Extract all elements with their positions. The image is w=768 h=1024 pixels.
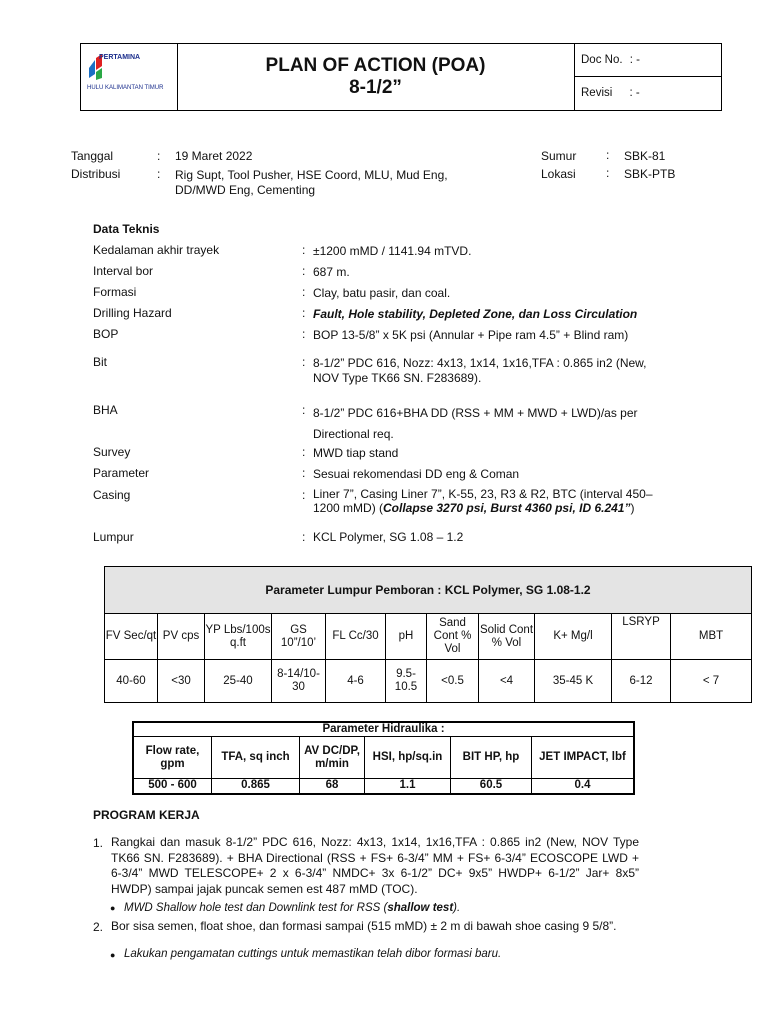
bha-value: 8-1/2” PDC 616+BHA DD (RSS + MM + MWD + LWD)/as per Directional req. — [313, 406, 638, 441]
bha-colon: : — [302, 403, 306, 417]
formasi-colon: : — [302, 285, 306, 299]
hazard-value: Fault, Hole stability, Depleted Zone, dan Loss Circulation — [313, 307, 638, 321]
parameter-colon: : — [302, 466, 306, 480]
mud-table-header-row — [105, 614, 752, 660]
formasi-label: Formasi — [93, 285, 137, 299]
hyd-value-cell: 500 - 600 — [133, 779, 212, 794]
mud-value-cell: < 7 — [671, 660, 752, 703]
hyd-table-header-row — [133, 737, 634, 779]
tanggal-colon: : — [157, 149, 161, 163]
interval-value: 687 m. — [313, 265, 350, 279]
mud-value-cell: 6-12 — [612, 660, 671, 703]
bit-colon: : — [302, 355, 306, 369]
hyd-value-cell: 1.1 — [365, 779, 451, 794]
hazard-label: Drilling Hazard — [93, 306, 172, 320]
survey-colon: : — [302, 445, 306, 459]
hydraulic-parameter-table — [132, 721, 635, 795]
kedalaman-colon: : — [302, 243, 306, 257]
logo-brand-text: PERTAMINA — [99, 54, 141, 61]
casing-value — [313, 488, 668, 515]
program-item-2-bullet: Lakukan pengamatan cuttings untuk memastikan telah dibor formasi baru. — [124, 948, 502, 960]
mud-header-cell: GS 10”/10’ — [272, 614, 326, 660]
bit-value: 8-1/2” PDC 616, Nozz: 4x13, 1x14, 1x16,TFA : 0.865 in2 (New, NOV Type TK66 SN. F283689). — [313, 356, 647, 385]
mud-header-cell: Sand Cont % Vol — [427, 614, 479, 660]
hyd-header-cell: JET IMPACT, lbf — [532, 737, 635, 779]
program-item-2-number: 2. — [93, 920, 104, 934]
hyd-value-cell: 0.4 — [532, 779, 635, 794]
hyd-table-value-row — [133, 779, 634, 794]
bullet-dot-icon: ● — [110, 950, 116, 960]
mud-parameter-table — [104, 566, 752, 703]
lumpur-value: KCL Polymer, SG 1.08 – 1.2 — [313, 530, 464, 544]
lokasi-value: SBK-PTB — [624, 167, 676, 181]
hyd-header-cell: TFA, sq inch — [212, 737, 300, 779]
mud-value-cell: 40-60 — [105, 660, 158, 703]
bullet-dot-icon: ● — [110, 903, 116, 913]
document-header — [80, 43, 722, 111]
hyd-table-title: Parameter Hidraulika : — [133, 722, 634, 737]
document-title — [177, 44, 575, 110]
mud-header-cell: FV Sec/qt — [105, 614, 158, 660]
mud-value-cell: <0.5 — [427, 660, 479, 703]
program-item-2-text: Bor sisa semen, float shoe, dan formasi sampai (515 mMD) ± 2 m di bawah shoe casing 9 5/8”. — [111, 919, 617, 933]
mud-table-value-row — [105, 660, 752, 703]
mud-header-cell: LSRYP — [612, 614, 671, 660]
casing-value-end: ) — [630, 500, 635, 515]
distribusi-value: Rig Supt, Tool Pusher, HSE Coord, MLU, Mud Eng, DD/MWD Eng, Cementing — [175, 168, 448, 197]
sumur-colon: : — [606, 148, 610, 162]
company-logo — [81, 44, 178, 110]
sumur-value: SBK-81 — [624, 149, 666, 163]
interval-label: Interval bor — [93, 264, 154, 278]
revisi-value: : - — [629, 87, 640, 99]
bop-colon: : — [302, 327, 306, 341]
item-1-bullet-text: MWD Shallow hole test dan Downlink test for RSS ( — [124, 902, 388, 914]
mud-value-cell: 9.5-10.5 — [386, 660, 427, 703]
lumpur-colon: : — [302, 530, 306, 544]
doc-no-label: Doc No. — [581, 54, 623, 66]
formasi-value: Clay, batu pasir, dan coal. — [313, 286, 451, 300]
hyd-header-cell: AV DC/DP, m/min — [300, 737, 365, 779]
mud-value-cell: <4 — [479, 660, 535, 703]
lumpur-label: Lumpur — [93, 530, 134, 544]
survey-value: MWD tiap stand — [313, 446, 399, 460]
sumur-label: Sumur — [541, 149, 577, 163]
data-teknis-heading: Data Teknis — [93, 222, 160, 236]
casing-value-bold: Collapse 3270 psi, Burst 4360 psi, ID 6.241” — [383, 500, 631, 515]
interval-colon: : — [302, 264, 306, 278]
item-1-bullet-end: ). — [453, 902, 461, 914]
mud-header-cell: FL Cc/30 — [326, 614, 386, 660]
mud-value-cell: 8-14/10-30 — [272, 660, 326, 703]
distribusi-label: Distribusi — [71, 167, 121, 181]
hyd-value-cell: 60.5 — [451, 779, 532, 794]
mud-value-cell: 35-45 K — [535, 660, 612, 703]
bop-value: BOP 13-5/8” x 5K psi (Annular + Pipe ram 4.5” + Blind ram) — [313, 328, 629, 342]
revisi-row — [575, 77, 721, 110]
kedalaman-value: ±1200 mMD / 1141.94 mTVD. — [313, 244, 472, 258]
mud-header-cell: K+ Mg/l — [535, 614, 612, 660]
program-item-1-number: 1. — [93, 836, 104, 850]
mud-header-cell: PV cps — [158, 614, 205, 660]
casing-label: Casing — [93, 488, 131, 502]
tanggal-label: Tanggal — [71, 149, 114, 163]
mud-header-cell: MBT — [671, 614, 752, 660]
mud-header-cell: Solid Cont % Vol — [479, 614, 535, 660]
bop-label: BOP — [93, 327, 119, 341]
hazard-colon: : — [302, 306, 306, 320]
title-line-2: 8-1/2” — [349, 77, 402, 98]
parameter-value: Sesuai rekomendasi DD eng & Coman — [313, 467, 520, 481]
item-1-bullet-bold: shallow test — [387, 902, 454, 914]
survey-label: Survey — [93, 445, 131, 459]
bha-label: BHA — [93, 403, 118, 417]
parameter-label: Parameter — [93, 466, 150, 480]
program-item-1-text: Rangkai dan masuk 8-1/2” PDC 616, Nozz: 4x13, 1x14, 1x16,TFA : 0.865 in2 (New, NOV Type TK66 SN. F283689). + BHA Directional (RSS + FS+ 6-3/4” MM + FS+ 6-3/4” ECOSCOPE LWD + 6-3/4” MWD TELESCOPE+ 2 x 6-3/4” NMDC+ 3x 6-1/2” DC+ 9x5” HWDP+ 6-1/2” Jar+ 8x5” HWDP) sampai jajak puncak semen est 487 mMD (TOC). — [111, 835, 639, 896]
title-line-1: PLAN OF ACTION (POA) — [265, 55, 486, 76]
mud-table-title: Parameter Lumpur Pemboran : KCL Polymer, SG 1.08-1.2 — [105, 567, 752, 614]
hyd-header-cell: Flow rate, gpm — [133, 737, 212, 779]
mud-value-cell: 4-6 — [326, 660, 386, 703]
tanggal-value: 19 Maret 2022 — [175, 149, 253, 163]
lokasi-label: Lokasi — [541, 167, 576, 181]
hyd-value-cell: 0.865 — [212, 779, 300, 794]
mud-value-cell: 25-40 — [205, 660, 272, 703]
program-kerja-heading: PROGRAM KERJA — [93, 808, 200, 822]
kedalaman-label: Kedalaman akhir trayek — [93, 243, 220, 257]
casing-colon: : — [302, 488, 306, 502]
hyd-header-cell: HSI, hp/sq.in — [365, 737, 451, 779]
logo-sub-text: HULU KALIMANTAN TIMUR — [87, 85, 164, 91]
mud-value-cell: <30 — [158, 660, 205, 703]
distribusi-colon: : — [157, 167, 161, 181]
revisi-label: Revisi — [581, 87, 613, 99]
mud-header-cell: YP Lbs/100s q.ft — [205, 614, 272, 660]
mud-header-cell: pH — [386, 614, 427, 660]
casing-value-text: Liner 7”, Casing Liner 7”, K-55, 23, R3 & R2, BTC (interval 450– 1200 mMD) ( — [313, 487, 653, 515]
lokasi-colon: : — [606, 166, 610, 180]
doc-no-value: : - — [629, 54, 640, 66]
hyd-header-cell: BIT HP, hp — [451, 737, 532, 779]
doc-no-row — [575, 44, 721, 77]
hyd-value-cell: 68 — [300, 779, 365, 794]
bit-label: Bit — [93, 355, 108, 369]
program-item-1-bullet — [124, 902, 460, 914]
